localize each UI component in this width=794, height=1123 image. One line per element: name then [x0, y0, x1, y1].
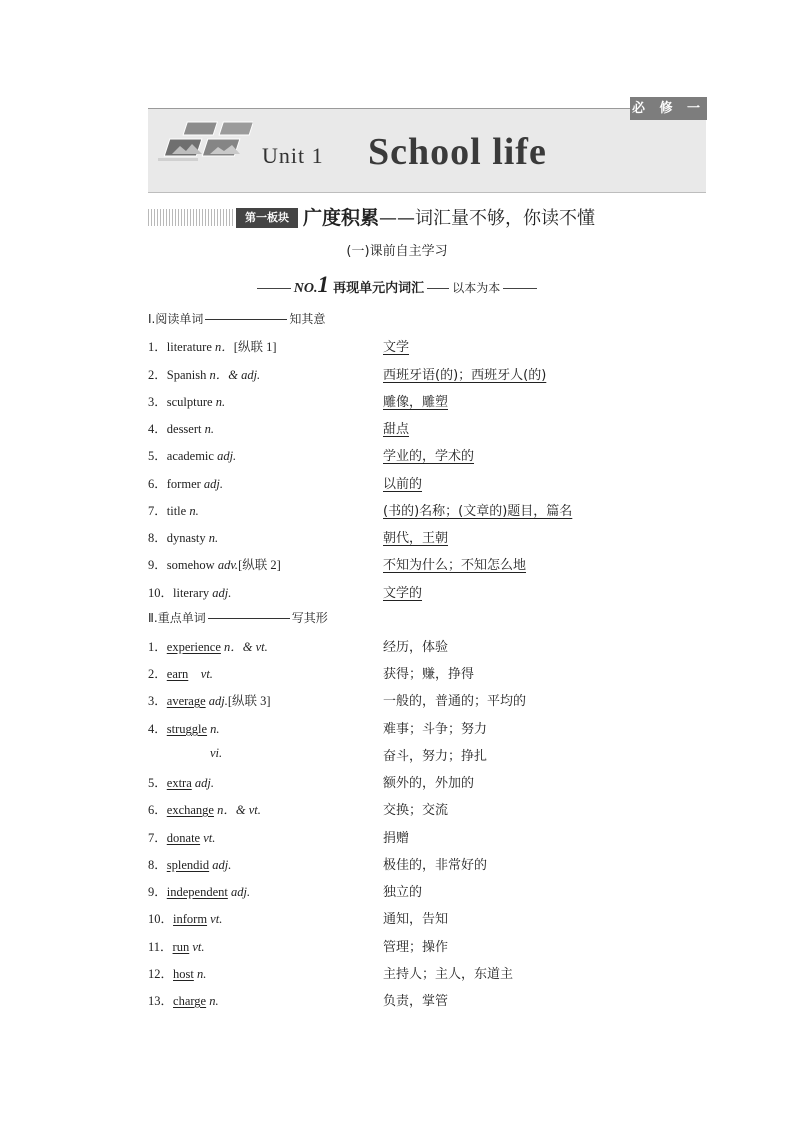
item-word: academic: [166, 449, 214, 463]
item-number: 8．: [148, 531, 167, 545]
no-number: 1: [317, 272, 330, 297]
item-number: 13．: [148, 994, 174, 1008]
item-pos: vt.: [192, 940, 205, 954]
item-meaning: 额外的，外加的: [383, 776, 475, 791]
item-meaning: 朝代，王朝: [383, 531, 449, 546]
item-number: 10．: [148, 912, 174, 926]
item-word: experience: [166, 640, 221, 654]
item-word: dessert: [166, 422, 202, 436]
vocab-row: [148, 474, 223, 492]
item-pos: adj.: [212, 586, 232, 600]
part2-heading: [148, 609, 328, 626]
item-word: donate: [166, 831, 201, 845]
item-word: title: [166, 504, 187, 518]
item-meaning: 不知为什么；不知怎么地: [383, 558, 527, 573]
item-number: 2．: [148, 368, 167, 382]
vocab-row: [148, 583, 231, 601]
item-pos: n.: [209, 994, 219, 1008]
item-word: host: [173, 967, 194, 981]
item-pos: adj.: [230, 885, 251, 899]
item-meaning: 通知，告知: [383, 912, 449, 927]
item-pos: vt.: [203, 831, 216, 845]
vocab-row: [148, 855, 231, 873]
divider: [208, 618, 290, 619]
item-meaning: 获得；赚，挣得: [383, 667, 475, 682]
item-pos: n．: [215, 340, 234, 354]
subsection-title: (一)课前自主学习: [346, 244, 448, 259]
item-meaning: 主持人；主人，东道主: [383, 967, 514, 982]
unit-title: School life: [368, 131, 547, 173]
vocab-row: [148, 964, 206, 982]
item-word: average: [166, 694, 206, 708]
item-meaning: 甜点: [383, 422, 410, 437]
vocab-row: [148, 446, 236, 464]
item-meaning: 捐赠: [383, 831, 410, 846]
divider: [205, 319, 287, 320]
item-meaning: 雕像，雕塑: [383, 395, 449, 410]
item-number: 6．: [148, 477, 167, 491]
item-pos: n.: [196, 967, 207, 981]
divider: [257, 288, 291, 289]
no1-heading: [0, 272, 794, 298]
vocab-row: [148, 773, 214, 791]
item-number: 11．: [148, 940, 173, 954]
landscape-photos-icon: [158, 120, 253, 162]
item-number: 9．: [148, 885, 167, 899]
item-word: somehow: [166, 558, 215, 572]
item-meaning: 独立的: [383, 885, 423, 900]
section-stripes: [148, 209, 234, 226]
vocab-row: [148, 691, 271, 709]
item-pos: n.: [208, 531, 219, 545]
item-number: 8．: [148, 858, 167, 872]
item-number: 1．: [148, 340, 167, 354]
section-title-sub: ——词汇量不够，你读不懂: [379, 208, 596, 229]
item-word: extra: [166, 776, 192, 790]
item-pos: vt.: [210, 912, 223, 926]
item-pos: adj.: [203, 477, 224, 491]
item-pos: adj.: [208, 694, 228, 708]
vocab-row: [148, 555, 281, 573]
item-number: 12．: [148, 967, 174, 981]
item-number: 1．: [148, 640, 167, 654]
item-meaning: 经历，体验: [383, 640, 449, 655]
vocab-row: [148, 800, 261, 818]
item-meaning: 以前的: [383, 477, 423, 492]
item-number: 5．: [148, 776, 167, 790]
vocab-row: [148, 637, 268, 655]
item-pos: adv.: [217, 558, 239, 572]
divider: [503, 288, 537, 289]
item-meaning: 奋斗，努力；挣扎: [383, 749, 488, 764]
vocab-row: [148, 528, 218, 546]
item-meaning: 极佳的，非常好的: [383, 858, 488, 873]
item-number: 9．: [148, 558, 167, 572]
item-meaning: 一般的，普通的；平均的: [383, 694, 527, 709]
item-word: splendid: [166, 858, 210, 872]
item-pos: adj.: [217, 449, 237, 463]
item-number: 4．: [148, 422, 167, 436]
item-word: exchange: [166, 803, 214, 817]
vocab-row: [148, 909, 222, 927]
part1-label: Ⅰ.阅读单词: [148, 312, 204, 326]
item-word: literary: [173, 586, 210, 600]
item-pos: n．& adj.: [209, 368, 261, 382]
divider: [427, 288, 449, 289]
item-word: earn: [166, 667, 189, 681]
vocab-row: [210, 746, 222, 761]
book-tag: 必 修 一: [630, 97, 707, 120]
item-pos: adj.: [194, 776, 214, 790]
item-number: 7．: [148, 504, 167, 518]
item-pos: adj.: [212, 858, 232, 872]
item-word: independent: [166, 885, 228, 899]
vocab-row: [148, 828, 215, 846]
section-title-main: 广度积累: [303, 207, 380, 229]
no-prefix: NO.: [293, 281, 318, 296]
vocab-row: [148, 991, 219, 1009]
vocab-row: [148, 882, 250, 900]
item-word: literature: [166, 340, 212, 354]
item-meaning: 交换；交流: [383, 803, 449, 818]
item-pos: n．& vt.: [224, 640, 268, 654]
item-number: 5．: [148, 449, 167, 463]
part2-label: Ⅱ.重点单词: [148, 611, 206, 625]
vocab-row: [148, 501, 199, 519]
no-motto: 以本为本: [452, 281, 501, 295]
item-number: 3．: [148, 694, 167, 708]
item-word: sculpture: [166, 395, 213, 409]
no-title: 再现单元内词汇: [333, 281, 425, 296]
item-pos: n.: [215, 395, 226, 409]
vocab-row: [148, 937, 205, 955]
item-pos: vi.: [210, 746, 223, 760]
item-word: charge: [173, 994, 207, 1008]
item-word: run: [172, 940, 190, 954]
vocab-row: [148, 419, 214, 437]
item-word: inform: [173, 912, 208, 926]
item-pos: n.: [189, 504, 199, 518]
item-number: 10．: [148, 586, 174, 600]
item-meaning: 负责，掌管: [383, 994, 449, 1009]
item-note: [纵联 2]: [238, 558, 281, 572]
item-word: struggle: [166, 722, 208, 736]
vocab-row: [148, 392, 225, 410]
item-pos: n.: [204, 422, 214, 436]
item-meaning: 学业的，学术的: [383, 449, 475, 464]
vocab-row: [148, 337, 276, 355]
vocab-row: [148, 719, 220, 737]
item-meaning: 文学的: [383, 586, 423, 601]
item-meaning: (书的)名称；(文章的)题目，篇名: [383, 504, 573, 519]
part1-heading: [148, 310, 325, 327]
item-meaning: 管理；操作: [383, 940, 449, 955]
item-pos: n.: [210, 722, 220, 736]
part2-tail: 写其形: [291, 611, 328, 625]
section-badge: 第一板块: [236, 208, 298, 228]
item-meaning: 文学: [383, 340, 410, 355]
item-pos: n．& vt.: [217, 803, 261, 817]
item-number: 2．: [148, 667, 167, 681]
item-meaning: 难事；斗争；努力: [383, 722, 488, 737]
item-number: 3．: [148, 395, 167, 409]
part1-tail: 知其意: [289, 312, 326, 326]
vocab-row: [148, 664, 213, 682]
item-pos: vt.: [200, 667, 213, 681]
item-note: [纵联 1]: [233, 340, 277, 354]
item-meaning: 西班牙语(的)；西班牙人(的): [383, 368, 547, 383]
item-note: [纵联 3]: [227, 694, 271, 708]
unit-label: Unit 1: [262, 143, 324, 168]
item-number: 7．: [148, 831, 167, 845]
vocab-row: [148, 365, 260, 383]
item-word: dynasty: [166, 531, 206, 545]
item-number: 4．: [148, 722, 167, 736]
item-number: 6．: [148, 803, 167, 817]
item-word: Spanish: [166, 368, 207, 382]
item-word: former: [166, 477, 201, 491]
section-title: [303, 203, 595, 230]
